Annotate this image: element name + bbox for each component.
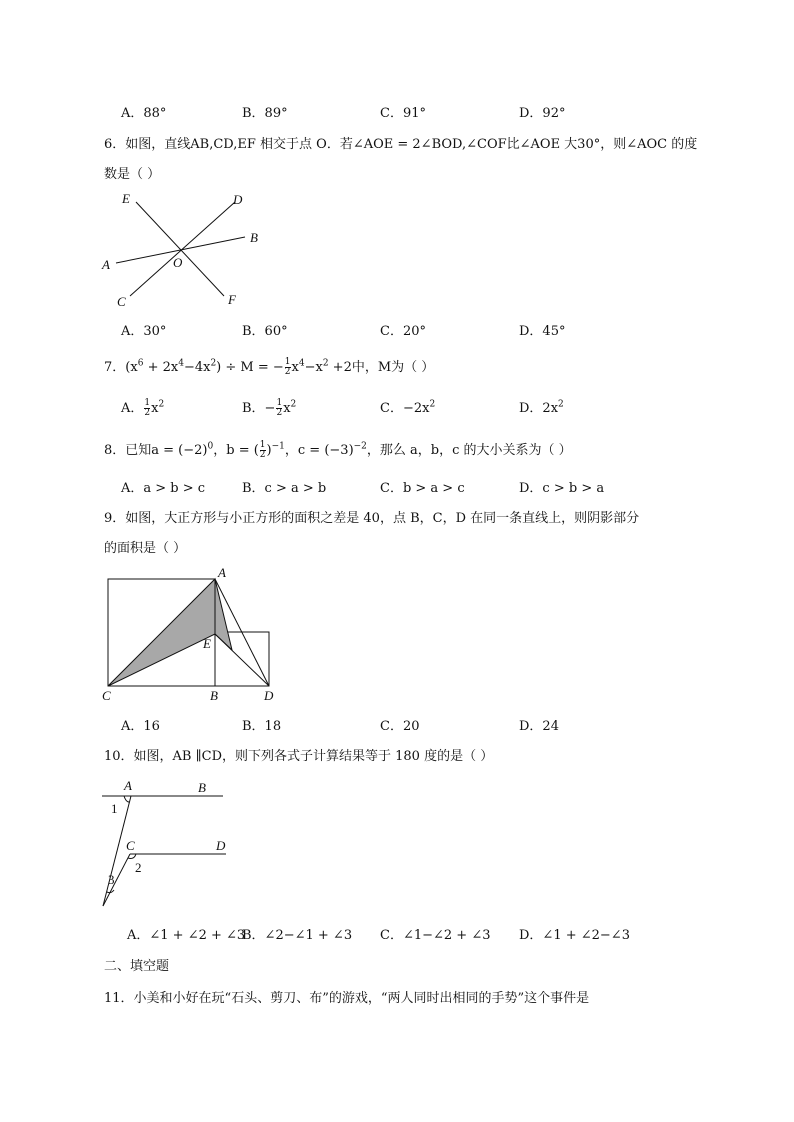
q9-option-c: C．20	[380, 719, 420, 734]
shaded-region-left	[108, 579, 215, 686]
label-2: 2	[135, 860, 142, 875]
q9-option-b: B．18	[242, 719, 282, 734]
q7-option-c: C．$-2x^2$	[380, 399, 436, 416]
q6-option-c: C．20°	[380, 324, 426, 339]
q9-option-d: D．24	[519, 719, 559, 734]
q7-fraction-half: $\frac{1}{2}$	[284, 357, 291, 377]
label-o: O	[173, 255, 183, 270]
label-c: C	[102, 688, 111, 703]
label-c: C	[126, 838, 135, 853]
label-b: B	[210, 688, 218, 703]
angle-1-arc	[124, 796, 129, 802]
q8-fraction-half: $\frac{1}{2}$	[259, 440, 266, 460]
line-ed	[215, 634, 269, 686]
label-c: C	[117, 294, 126, 309]
q5-option-c: C．91°	[380, 106, 426, 121]
q10-option-b: B．∠2−∠1 + ∠3	[242, 928, 353, 943]
label-3: 3	[108, 872, 115, 887]
q5-option-a: A．88°	[121, 106, 167, 121]
label-f: F	[228, 292, 236, 307]
q6-option-d: D．45°	[519, 324, 566, 339]
shaded-region-right	[215, 579, 232, 650]
label-d: D	[264, 688, 274, 703]
q7-option-d: D．$2x^2$	[519, 399, 564, 416]
q7-stem: 7．$(x^6 + 2x^4-4x^2) \div M$ = − $\frac{1}{2}$ $x^4-x^2 +2$中，M为（ ）	[104, 357, 435, 377]
q9-option-a: A．16	[121, 719, 160, 734]
label-a: A	[218, 565, 226, 580]
label-a: A	[102, 257, 110, 272]
q10-option-d: D．∠1 + ∠2−∠3	[519, 928, 630, 943]
q10-figure	[100, 776, 250, 916]
q8-option-d: D．c > b > a	[519, 481, 605, 496]
q5-option-b: B．89°	[242, 106, 288, 121]
q8-option-b: B．c > a > b	[242, 481, 327, 496]
q9-figure	[100, 562, 290, 704]
q8-stem: 8．已知$a = (-2)^0$，b = ( $\frac{1}{2}$ )$^{-1}$，$c = (-3)^{-2}$，那么 a，b，c 的大小关系为（ ）	[104, 440, 572, 460]
label-e: E	[203, 636, 211, 651]
label-a: A	[124, 778, 132, 793]
label-d: D	[233, 192, 243, 207]
q5-option-d: D．92°	[519, 106, 566, 121]
label-e: E	[122, 191, 130, 206]
q10-stem: 10．如图，AB ∥CD，则下列各式子计算结果等于 180 度的是（ ）	[104, 749, 494, 764]
q11-stem: 11．小美和小好在玩“石头、剪刀、布”的游戏，“两人同时出相同的手势”这个事件是	[104, 991, 590, 1006]
line-cd	[130, 202, 235, 296]
q6-option-b: B．60°	[242, 324, 288, 339]
label-b: B	[198, 780, 206, 795]
q8-option-c: C．b > a > c	[380, 481, 465, 496]
q9-stem-line1: 9．如图，大正方形与小正方形的面积之差是 40，点 B，C，D 在同一条直线上，则阴影部分	[104, 511, 640, 526]
q6-stem-line2: 数是（ ）	[104, 167, 161, 182]
q7-option-b: B．− $\frac{1}{2}$ $x^2$	[242, 398, 297, 418]
section-heading: 二、填空题	[104, 959, 170, 974]
q9-stem-line2: 的面积是（ ）	[104, 541, 187, 556]
q10-option-a: A．∠1 + ∠2 + ∠3	[127, 928, 246, 943]
q7-option-a: A． $\frac{1}{2}$ $x^2$	[121, 398, 165, 418]
q10-option-c: C．∠1−∠2 + ∠3	[380, 928, 491, 943]
label-1: 1	[111, 801, 118, 816]
label-b: B	[250, 230, 258, 245]
q6-option-a: A．30°	[121, 324, 167, 339]
label-d: D	[216, 838, 226, 853]
line-ef	[136, 202, 224, 296]
q6-figure	[100, 188, 270, 313]
q6-stem-line1: 6．如图，直线AB,CD,EF 相交于点 O．若∠AOE = 2∠BOD,∠COF比∠AOE 大30°，则∠AOC 的度	[104, 137, 698, 152]
q8-option-a: A．a > b > c	[121, 481, 206, 496]
